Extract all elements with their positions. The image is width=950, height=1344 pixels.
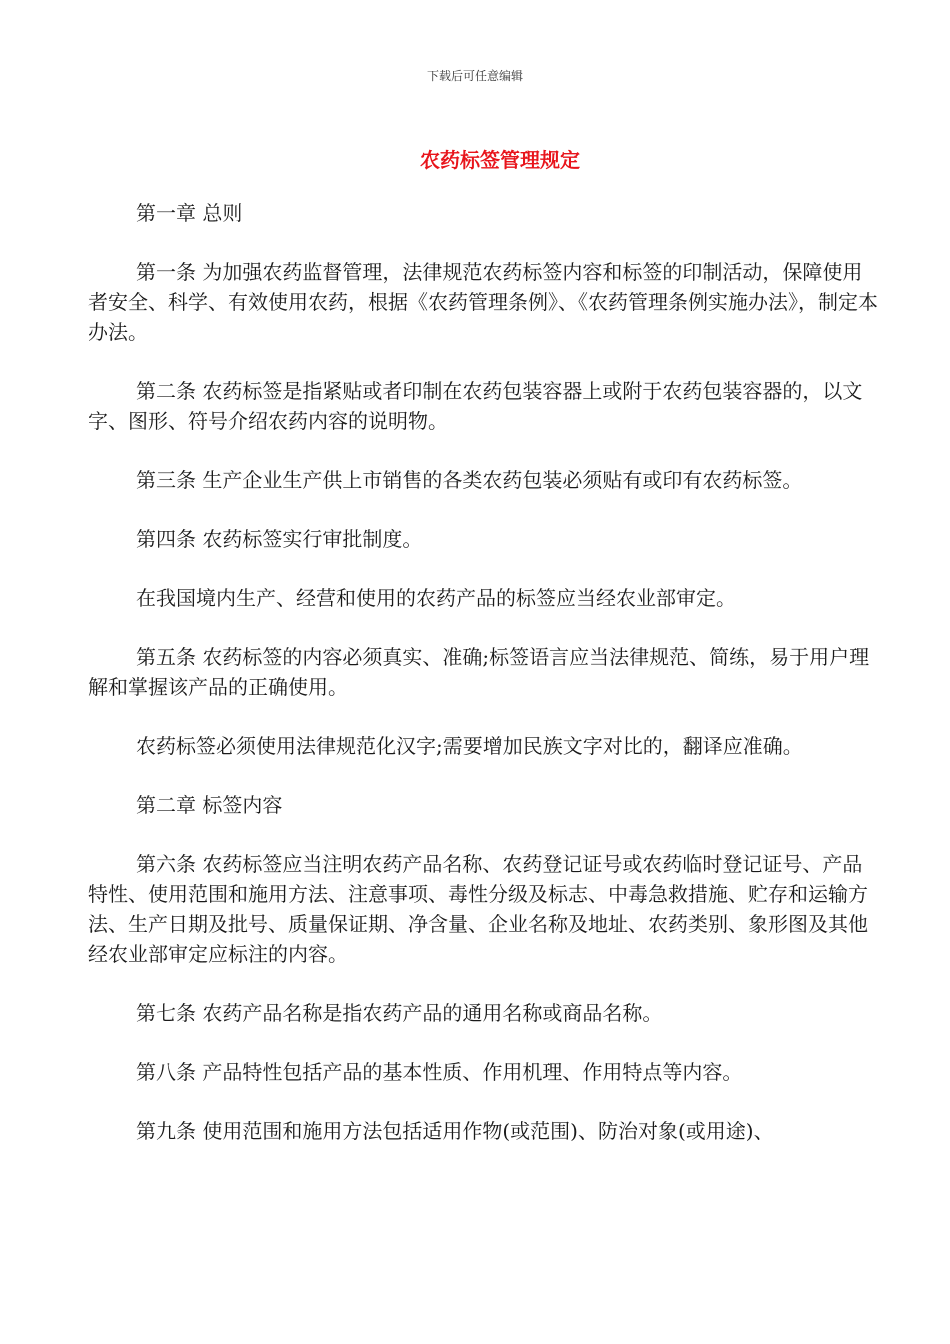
article-paragraph: 第一条 为加强农药监督管理，法律规范农药标签内容和标签的印制活动，保障使用者安全、科学、有效使用农药，根据《农药管理条例》、《农药管理条例实施办法》，制定本办法。 bbox=[88, 260, 878, 344]
article-paragraph: 农药标签必须使用法律规范化汉字;需要增加民族文字对比的，翻译应准确。 bbox=[136, 734, 803, 758]
article-paragraph: 第三条 生产企业生产供上市销售的各类农药包装必须贴有或印有农药标签。 bbox=[136, 468, 803, 492]
article-paragraph: 第二条 农药标签是指紧贴或者印制在农药包装容器上或附于农药包装容器的，以文字、图形、符号介绍农药内容的说明物。 bbox=[88, 379, 863, 433]
document-body bbox=[88, 198, 878, 1175]
header-note: 下载后可任意编辑 bbox=[426, 69, 523, 83]
article-paragraph: 在我国境内生产、经营和使用的农药产品的标签应当经农业部审定。 bbox=[136, 586, 736, 610]
article-paragraph: 第五条 农药标签的内容必须真实、准确;标签语言应当法律规范、简练，易于用户理解和掌握该产品的正确使用。 bbox=[88, 645, 870, 699]
chapter-heading: 第二章 标签内容 bbox=[136, 793, 283, 817]
article-paragraph: 第七条 农药产品名称是指农药产品的通用名称或商品名称。 bbox=[136, 1001, 663, 1025]
article-paragraph: 第六条 农药标签应当注明农药产品名称、农药登记证号或农药临时登记证号、产品特性、使用范围和施用方法、注意事项、毒性分级及标志、中毒急救措施、贮存和运输方法、生产日期及批号、质量保证期、净含量、企业名称及地址、农药类别、象形图及其他经农业部审定应标注的内容。 bbox=[88, 852, 868, 966]
article-paragraph: 第四条 农药标签实行审批制度。 bbox=[136, 527, 423, 551]
chapter-heading: 第一章 总则 bbox=[136, 201, 243, 225]
article-paragraph: 第八条 产品特性包括产品的基本性质、作用机理、作用特点等内容。 bbox=[136, 1060, 743, 1084]
document-title: 农药标签管理规定 bbox=[420, 148, 580, 172]
article-paragraph: 第九条 使用范围和施用方法包括适用作物(或范围)、防治对象(或用途)、 bbox=[136, 1119, 774, 1143]
